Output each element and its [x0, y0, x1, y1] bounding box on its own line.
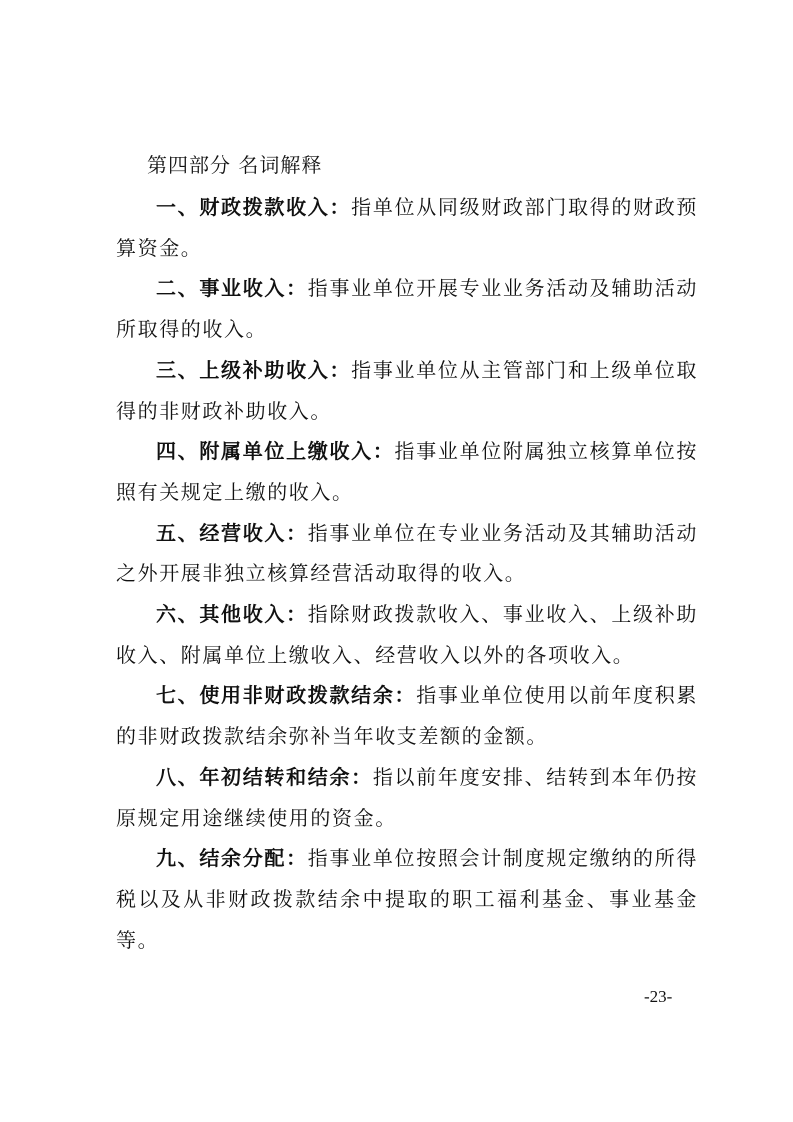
definition-item [116, 838, 698, 960]
definition-term: 五、经营收入： [156, 520, 308, 545]
definition-term: 九、结余分配： [156, 846, 308, 871]
definition-text: 指单位从同级财政部门取得的财政预算资金。 [116, 195, 698, 260]
definition-text: 指以前年度安排、结转到本年仍按原规定用途继续使用的资金。 [116, 764, 699, 830]
definition-item [116, 513, 698, 594]
definition-text: 指事业单位从主管部门和上级单位取得的非财政补助收入。 [116, 357, 698, 423]
definition-item [116, 268, 698, 349]
definition-item [116, 757, 698, 838]
definition-text: 指事业单位在专业业务活动及其辅助活动之外开展非独立核算经营活动取得的收入。 [116, 520, 698, 586]
definition-term: 八、年初结转和结余： [156, 764, 373, 789]
definition-item [116, 431, 698, 512]
definition-text: 指事业单位按照会计制度规定缴纳的所得税以及从非财政拨款结余中提取的职工福利基金、事业基金等。 [116, 846, 698, 952]
definition-text: 指事业单位使用以前年度积累的非财政拨款结余弥补当年收支差额的金额。 [116, 683, 698, 749]
definition-item [116, 594, 698, 675]
definition-item [116, 675, 698, 756]
definition-term: 二、事业收入： [156, 276, 308, 301]
definition-item [116, 187, 698, 268]
definition-term: 六、其他收入： [156, 602, 308, 627]
definition-text: 指除财政拨款收入、事业收入、上级补助收入、附属单位上缴收入、经营收入以外的各项收入。 [116, 602, 698, 667]
definition-term: 一、财政拨款收入： [156, 195, 352, 219]
definition-term: 七、使用非财政拨款结余： [156, 683, 417, 708]
definition-text: 指事业单位附属独立核算单位按照有关规定上缴的收入。 [116, 439, 698, 504]
page-number: -23- [644, 987, 673, 1006]
definition-text: 指事业单位开展专业业务活动及辅助活动所取得的收入。 [116, 276, 698, 342]
section-title: 第四部分 名词解释 [147, 153, 323, 177]
definition-term: 四、附属单位上缴收入： [156, 439, 395, 464]
definition-item [116, 350, 698, 431]
definition-term: 三、上级补助收入： [156, 357, 352, 382]
definitions-list [116, 187, 698, 960]
